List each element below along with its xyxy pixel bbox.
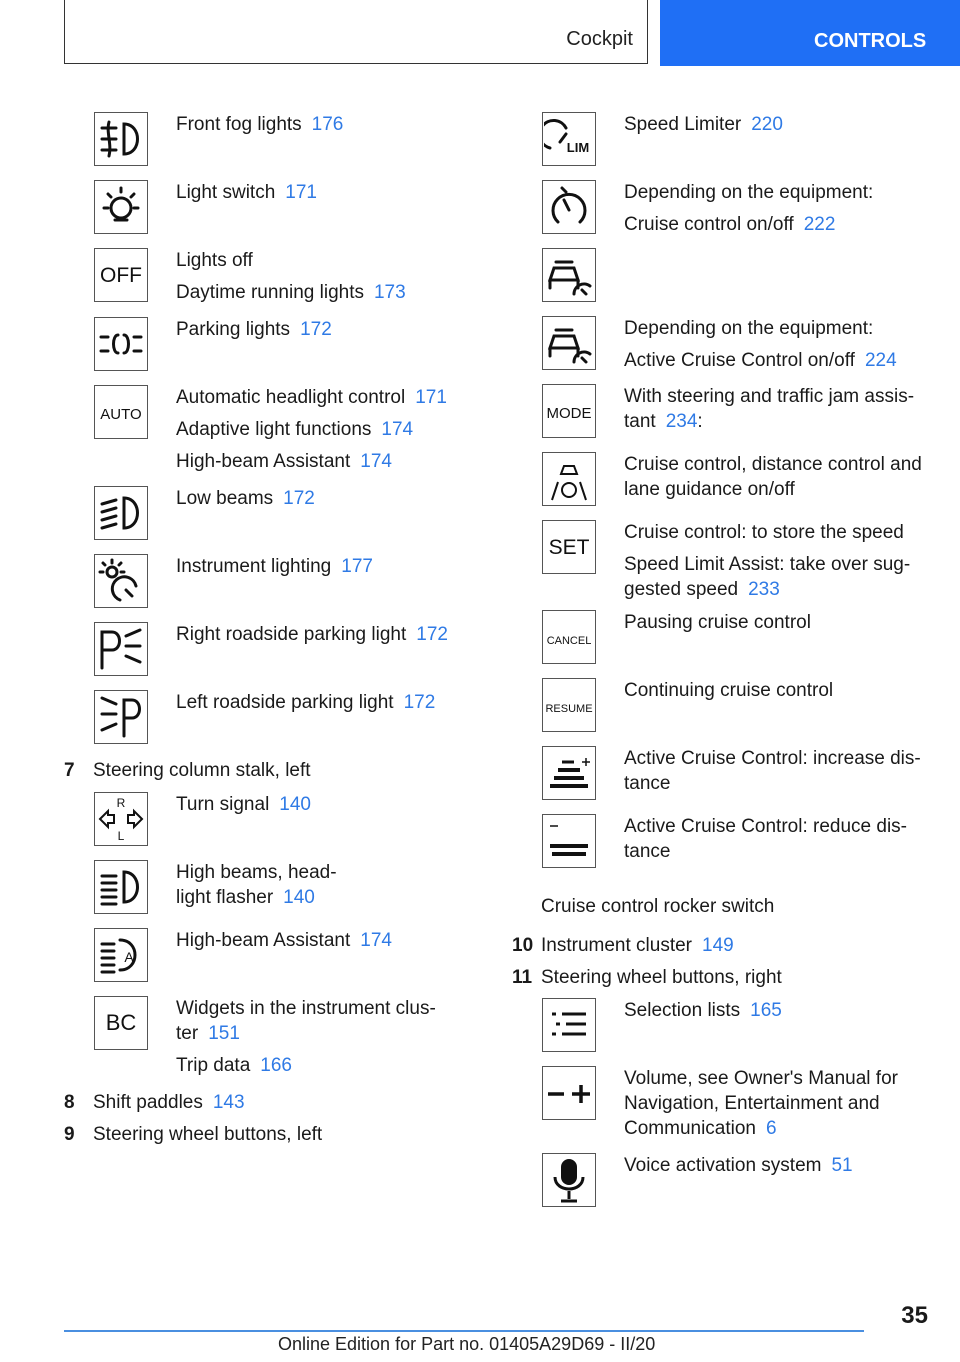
item-line	[624, 814, 934, 864]
item-texts	[176, 690, 476, 722]
item-texts	[624, 678, 934, 710]
acc-car-icon-2-svg	[544, 318, 594, 368]
item-line	[176, 417, 476, 442]
item-text: Light switch	[176, 182, 276, 203]
page-ref[interactable]: 233	[748, 579, 780, 600]
page-ref[interactable]: 173	[373, 282, 406, 303]
item-text: Continuing cruise control	[624, 680, 834, 701]
item-texts	[624, 384, 934, 441]
distance-reduce-icon	[542, 814, 596, 868]
item-line	[624, 452, 934, 502]
high-beam-assistant-icon	[94, 928, 148, 982]
auto-icon-svg	[96, 387, 146, 437]
item-line	[624, 1153, 924, 1178]
svg-text:L: L	[117, 829, 125, 843]
page-ref[interactable]: 140	[279, 794, 311, 815]
item-line	[176, 860, 466, 910]
item-line	[176, 554, 476, 579]
instrument-cluster-text: Instrument cluster	[541, 935, 692, 956]
shift-paddles-text: Shift paddles	[93, 1092, 203, 1113]
resume-icon-svg	[544, 680, 594, 730]
item-label-7: Steering column stalk, left	[93, 760, 311, 781]
bc-icon-svg	[96, 998, 146, 1048]
mode-icon-svg	[544, 386, 594, 436]
cruise-control-icon	[542, 180, 596, 234]
item-line	[176, 248, 476, 273]
page-ref[interactable]: 172	[300, 319, 332, 340]
item-text: Navigation, Entertainment and	[624, 1093, 880, 1114]
item-text: Cruise control: to store the speed	[624, 522, 904, 543]
svg-text:RESUME: RESUME	[545, 703, 593, 715]
item-text: Daytime running lights	[176, 282, 364, 303]
high-beam-assistant-icon-svg	[96, 930, 146, 980]
light-switch-icon	[94, 180, 148, 234]
item-texts	[176, 996, 466, 1085]
lane-guidance-icon-svg	[544, 454, 594, 504]
item-text: Left roadside parking light	[176, 692, 394, 713]
item-text: Volume, see Owner's Manual for	[624, 1068, 898, 1089]
page-ref[interactable]: 174	[360, 451, 392, 472]
svg-text:CANCEL: CANCEL	[546, 635, 592, 647]
item-text: Adaptive light functions	[176, 419, 372, 440]
item-text: tance	[624, 841, 671, 862]
item-texts	[624, 316, 934, 380]
page-ref[interactable]: 177	[341, 556, 373, 577]
front-fog-light-icon	[94, 112, 148, 166]
item-number-11: 11	[512, 967, 533, 988]
item-texts	[624, 452, 934, 509]
item-texts	[624, 1066, 924, 1148]
page-ref[interactable]: 149	[702, 935, 734, 956]
acc-car-icon	[542, 248, 596, 302]
item-text: Active Cruise Control: increase dis-	[624, 748, 921, 769]
svg-text:OFF: OFF	[100, 264, 142, 287]
item-text: light flasher	[176, 887, 274, 908]
item-line	[624, 746, 934, 796]
header-box	[64, 0, 648, 64]
high-beam-icon-svg	[96, 862, 146, 912]
svg-text:BC: BC	[105, 1010, 137, 1035]
item-line	[176, 792, 466, 817]
volume-icon	[542, 1066, 596, 1120]
page-ref[interactable]: 6	[766, 1118, 777, 1139]
item-text: Pausing cruise control	[624, 612, 811, 633]
item-texts	[176, 486, 476, 518]
page-ref[interactable]: 176	[311, 114, 344, 135]
footer-divider	[64, 1330, 864, 1332]
bc-icon	[94, 996, 148, 1050]
chapter-tab	[660, 0, 960, 66]
mode-icon	[542, 384, 596, 438]
item-line	[624, 384, 934, 434]
item-text: High beams, head-	[176, 862, 337, 883]
item-text: Voice activation system	[624, 1155, 822, 1176]
page-ref[interactable]: 174	[360, 930, 392, 951]
svg-text:SET: SET	[548, 536, 590, 559]
parking-lights-icon-svg	[96, 319, 146, 369]
item-text: Active Cruise Control on/off	[624, 350, 855, 371]
distance-increase-icon	[542, 746, 596, 800]
item-text: Selection lists	[624, 1000, 741, 1021]
item-label-11: Steering wheel buttons, right	[541, 967, 782, 988]
item-texts	[624, 610, 934, 642]
item-text: gested speed	[624, 579, 739, 600]
svg-text:LIM: LIM	[566, 140, 590, 155]
page-ref[interactable]: 166	[260, 1055, 292, 1076]
item-texts	[176, 317, 476, 349]
auto-icon	[94, 385, 148, 439]
item-number-8: 8	[64, 1092, 75, 1113]
item-line	[176, 385, 476, 410]
speed-limiter-icon	[542, 112, 596, 166]
item-line	[176, 928, 466, 953]
off-icon	[94, 248, 148, 302]
item-texts	[176, 554, 476, 586]
item-text: Widgets in the instrument clus-	[176, 998, 436, 1019]
item-line	[176, 317, 476, 342]
page-ref[interactable]: 172	[283, 488, 315, 509]
page-ref[interactable]: 172	[416, 624, 448, 645]
item-line	[624, 610, 934, 635]
page-ref[interactable]: 172	[403, 692, 436, 713]
item-line	[624, 552, 934, 602]
speed-limiter-icon-svg	[544, 114, 594, 164]
page-ref[interactable]: 171	[285, 182, 317, 203]
item-text: Depending on the equipment:	[624, 318, 874, 339]
page-ref[interactable]: 140	[283, 887, 315, 908]
right-parking-light-icon-svg	[96, 624, 146, 674]
item-text: Speed Limiter	[624, 114, 742, 135]
page-ref[interactable]: 220	[751, 114, 783, 135]
item-text: Turn signal	[176, 794, 270, 815]
item-line	[624, 348, 934, 373]
item-text: Depending on the equipment:	[624, 182, 874, 203]
page-ref[interactable]: 51	[831, 1155, 853, 1176]
item-text: Automatic headlight control	[176, 387, 406, 408]
chapter-title: CONTROLS	[814, 30, 927, 52]
acc-car-icon-svg	[544, 250, 594, 300]
low-beam-icon	[94, 486, 148, 540]
item-texts	[176, 180, 476, 212]
item-text: Speed Limit Assist: take over sug-	[624, 554, 911, 575]
item-text: Right roadside parking light	[176, 624, 407, 645]
item-line	[176, 112, 476, 137]
item-line	[176, 996, 466, 1046]
item-number-7: 7	[64, 760, 75, 781]
page-ref[interactable]: 151	[208, 1023, 240, 1044]
item-label-9: Steering wheel buttons, left	[93, 1124, 323, 1145]
item-text: High-beam Assistant	[176, 451, 351, 472]
item-line	[624, 212, 934, 237]
item-texts	[176, 792, 466, 824]
high-beam-icon	[94, 860, 148, 914]
item-text: Communication	[624, 1118, 756, 1139]
set-icon-svg	[544, 522, 594, 572]
item-text: Cruise control, distance control and	[624, 454, 922, 475]
item-text: lane guidance on/off	[624, 479, 795, 500]
item-texts	[624, 998, 924, 1030]
item-text: Parking lights	[176, 319, 291, 340]
instrument-lighting-icon-svg	[96, 556, 146, 606]
item-texts	[176, 385, 476, 481]
page-ref[interactable]: 174	[381, 419, 414, 440]
left-parking-light-icon-svg	[96, 692, 146, 742]
item-text: Instrument lighting	[176, 556, 332, 577]
page-ref[interactable]: 165	[750, 1000, 782, 1021]
lane-guidance-icon	[542, 452, 596, 506]
resume-icon	[542, 678, 596, 732]
item-line	[176, 690, 476, 715]
item-texts	[176, 248, 476, 312]
selection-list-icon-svg	[544, 1000, 594, 1050]
item-texts	[176, 112, 476, 144]
item-text: Low beams	[176, 488, 274, 509]
svg-text:R: R	[116, 796, 126, 810]
item-line	[176, 1053, 466, 1078]
item-texts	[176, 928, 466, 960]
item-text: Cruise control on/off	[624, 214, 794, 235]
item-number-10: 10	[512, 935, 534, 956]
item-texts	[624, 746, 934, 803]
item-text: tant	[624, 411, 656, 432]
item-text: tance	[624, 773, 671, 794]
cancel-icon-svg	[544, 612, 594, 662]
right-parking-light-icon	[94, 622, 148, 676]
page-ref[interactable]: 234	[665, 411, 698, 432]
item-texts	[624, 1153, 924, 1185]
item-line	[624, 316, 934, 341]
item-line	[176, 449, 476, 474]
page-ref[interactable]: 143	[212, 1092, 245, 1113]
microphone-icon-svg	[544, 1155, 594, 1205]
item-texts	[624, 814, 934, 871]
item-texts	[176, 860, 466, 917]
item-line	[176, 180, 476, 205]
page-ref[interactable]: 171	[415, 387, 447, 408]
item-text: Trip data	[176, 1055, 251, 1076]
svg-text:AUTO: AUTO	[100, 406, 142, 423]
item-number-9: 9	[64, 1124, 75, 1145]
cruise-control-icon-svg	[544, 182, 594, 232]
item-label-10	[541, 933, 734, 958]
item-text: Front fog lights	[176, 114, 302, 135]
selection-list-icon	[542, 998, 596, 1052]
turn-signal-icon-svg	[96, 794, 146, 844]
cancel-icon	[542, 610, 596, 664]
section-title: Cockpit	[566, 28, 633, 50]
page-ref[interactable]: 222	[803, 214, 836, 235]
rocker-label: Cruise control rocker switch	[541, 896, 775, 917]
item-text: Active Cruise Control: reduce dis-	[624, 816, 907, 837]
acc-car-icon-2	[542, 316, 596, 370]
low-beam-icon-svg	[96, 488, 146, 538]
item-texts	[624, 520, 934, 609]
item-text: With steering and traffic jam assis-	[624, 386, 915, 407]
item-text: Lights off	[176, 250, 253, 271]
item-texts	[624, 112, 934, 144]
instrument-lighting-icon	[94, 554, 148, 608]
item-line	[624, 520, 934, 545]
turn-signal-icon	[94, 792, 148, 846]
parking-lights-icon	[94, 317, 148, 371]
left-parking-light-icon	[94, 690, 148, 744]
item-line	[176, 622, 476, 647]
item-line	[176, 486, 476, 511]
item-line	[624, 180, 934, 205]
svg-text:A: A	[124, 949, 134, 965]
item-texts	[176, 622, 476, 654]
volume-icon-svg	[544, 1068, 594, 1118]
distance-reduce-icon-svg	[544, 816, 594, 866]
set-icon	[542, 520, 596, 574]
item-label-8	[93, 1090, 245, 1115]
footer-text: Online Edition for Part no. 01405A29D69 - II/20	[278, 1334, 656, 1354]
item-texts	[624, 180, 934, 244]
microphone-icon	[542, 1153, 596, 1207]
item-line	[624, 678, 934, 703]
item-text: High-beam Assistant	[176, 930, 351, 951]
front-fog-light-icon-svg	[96, 114, 146, 164]
item-line	[624, 998, 924, 1023]
item-text: ter	[176, 1023, 199, 1044]
page-number: 35	[901, 1302, 928, 1329]
page-ref-suffix: :	[697, 411, 703, 432]
page-ref[interactable]: 224	[864, 350, 897, 371]
svg-text:MODE: MODE	[546, 405, 592, 422]
light-switch-icon-svg	[96, 182, 146, 232]
item-line	[624, 112, 934, 137]
distance-increase-icon-svg	[544, 748, 594, 798]
item-line	[624, 1066, 924, 1141]
off-icon-svg	[96, 250, 146, 300]
item-line	[176, 280, 476, 305]
